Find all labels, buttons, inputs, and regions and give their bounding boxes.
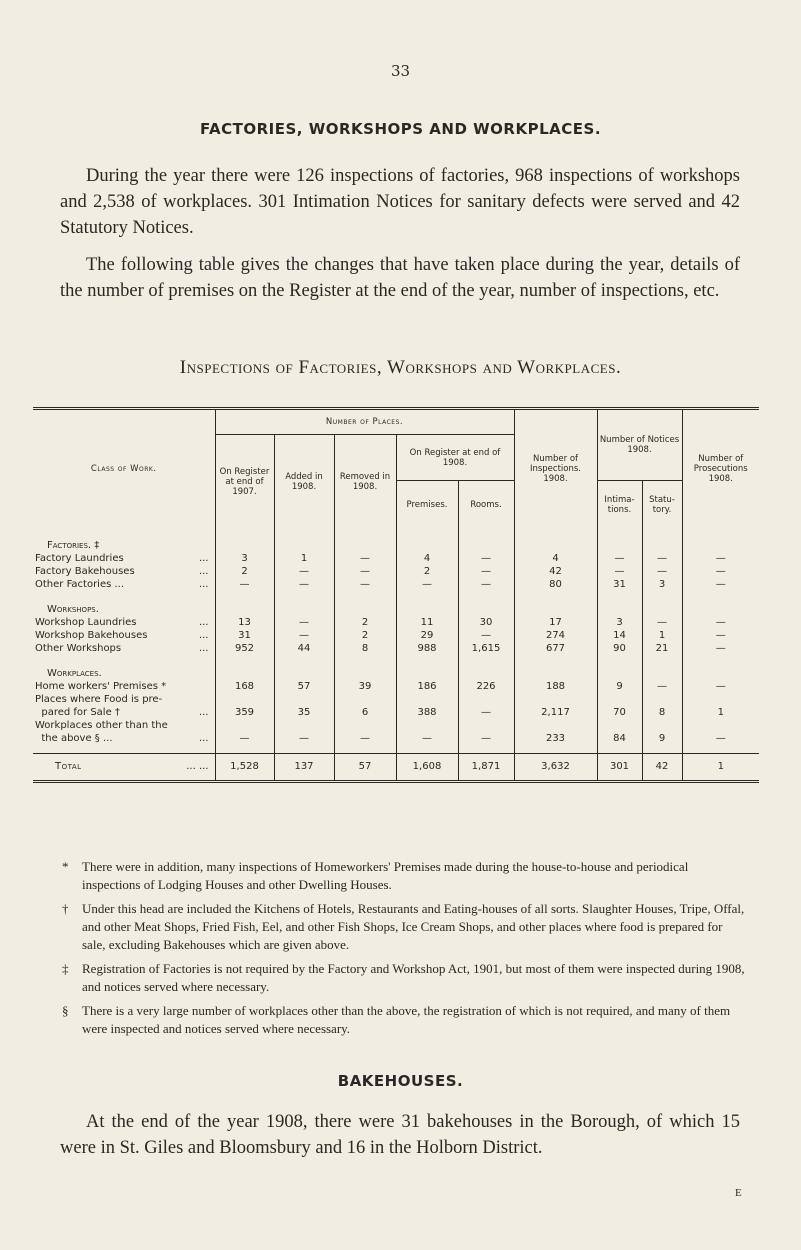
row-label xyxy=(33,565,215,578)
header-on-register-1908: On Register at end of 1908. xyxy=(396,435,514,481)
header-premises: Premises. xyxy=(396,481,458,529)
table-row xyxy=(33,719,759,732)
data-cell: 1 xyxy=(682,706,759,719)
data-cell: 31 xyxy=(215,629,274,642)
empty-cell xyxy=(682,603,759,616)
row-label xyxy=(33,680,215,693)
data-cell: 6 xyxy=(334,706,396,719)
data-cell: — xyxy=(642,565,682,578)
data-cell: — xyxy=(215,732,274,745)
signature-letter: E xyxy=(735,1187,742,1199)
data-cell: 2 xyxy=(215,565,274,578)
leader-dots: ... xyxy=(198,552,209,564)
data-cell: — xyxy=(334,578,396,591)
total-label-text: Total xyxy=(55,761,82,772)
header-number-of-places: Number of Places. xyxy=(215,409,514,435)
total-cell: 1,871 xyxy=(458,753,514,781)
data-cell xyxy=(215,693,274,706)
total-cell: 301 xyxy=(597,753,642,781)
data-cell: 226 xyxy=(458,680,514,693)
table-row xyxy=(33,732,759,745)
empty-cell xyxy=(642,667,682,680)
empty-cell xyxy=(334,539,396,552)
footnote-mark: * xyxy=(62,859,69,874)
row-label xyxy=(33,578,215,591)
data-cell: — xyxy=(682,552,759,565)
empty-cell xyxy=(514,603,597,616)
table-row xyxy=(33,565,759,578)
data-cell: 29 xyxy=(396,629,458,642)
data-cell: — xyxy=(215,578,274,591)
empty-cell xyxy=(215,603,274,616)
empty-cell xyxy=(215,667,274,680)
total-label xyxy=(33,753,215,781)
empty-cell xyxy=(597,667,642,680)
data-cell xyxy=(642,719,682,732)
section-title: Workshops. xyxy=(47,603,99,615)
data-cell: 3 xyxy=(642,578,682,591)
data-cell: — xyxy=(274,616,334,629)
table-title: Inspections of Factories, Workshops and Workplaces. xyxy=(179,357,622,378)
empty-cell xyxy=(396,667,458,680)
data-cell xyxy=(682,693,759,706)
data-cell: — xyxy=(682,616,759,629)
data-cell: — xyxy=(642,680,682,693)
data-cell: 9 xyxy=(597,680,642,693)
spacer-row xyxy=(33,745,759,754)
total-cell: 57 xyxy=(334,753,396,781)
section-title: Workplaces. xyxy=(47,667,102,679)
data-cell xyxy=(597,693,642,706)
leader-dots: ... xyxy=(198,706,209,718)
total-cell: 137 xyxy=(274,753,334,781)
header-statutory: Statu- tory. xyxy=(642,481,682,529)
data-cell: 44 xyxy=(274,642,334,655)
empty-cell xyxy=(514,539,597,552)
leader-dots: ... xyxy=(198,578,209,590)
row-label-text: the above § ... xyxy=(35,732,113,744)
data-cell: 2 xyxy=(334,616,396,629)
data-cell: — xyxy=(682,732,759,745)
data-cell: 988 xyxy=(396,642,458,655)
data-cell: 8 xyxy=(334,642,396,655)
empty-cell xyxy=(334,603,396,616)
empty-cell xyxy=(642,603,682,616)
row-label-text: Factory Laundries xyxy=(35,552,124,564)
table-row xyxy=(33,693,759,706)
data-cell: — xyxy=(334,552,396,565)
empty-cell xyxy=(514,667,597,680)
row-label-text: Other Factories ... xyxy=(35,578,125,590)
empty-cell xyxy=(642,539,682,552)
data-cell: 42 xyxy=(514,565,597,578)
footnote xyxy=(57,1002,747,1038)
data-cell: 188 xyxy=(514,680,597,693)
total-cell: 42 xyxy=(642,753,682,781)
empty-cell xyxy=(597,603,642,616)
header-added: Added in 1908. xyxy=(274,435,334,529)
total-cell: 1 xyxy=(682,753,759,781)
data-cell xyxy=(514,693,597,706)
data-cell: — xyxy=(458,578,514,591)
data-cell: 90 xyxy=(597,642,642,655)
data-cell: 39 xyxy=(334,680,396,693)
data-cell: — xyxy=(682,642,759,655)
section-heading-factories: FACTORIES, WORKSHOPS AND WORKPLACES. xyxy=(199,120,602,138)
table-row xyxy=(33,616,759,629)
data-cell: — xyxy=(274,578,334,591)
data-cell: 1 xyxy=(274,552,334,565)
data-cell: — xyxy=(642,616,682,629)
spacer-row xyxy=(33,655,759,667)
empty-cell xyxy=(396,539,458,552)
leader-dots: ... xyxy=(198,629,209,641)
data-cell: — xyxy=(334,565,396,578)
intro-paragraph: During the year there were 126 inspections of factories, 968 inspections of workshops and 2,538 of workplaces. 301 Intimation Notices for sanitary defects were served and 42 Statutory Notices. xyxy=(60,166,740,238)
data-cell: 2 xyxy=(334,629,396,642)
data-cell: — xyxy=(458,706,514,719)
data-cell: 233 xyxy=(514,732,597,745)
data-cell: 14 xyxy=(597,629,642,642)
footnote-mark: § xyxy=(62,1003,69,1018)
row-label xyxy=(33,732,215,745)
footnote-text: There were in addition, many inspections of Homeworkers' Premises made during the house-to-house and periodical inspections of Lodging Houses and other Dwelling Houses. xyxy=(82,859,689,892)
empty-cell xyxy=(458,603,514,616)
leader-dots: ... xyxy=(198,642,209,654)
row-label-text: Factory Bakehouses xyxy=(35,565,135,577)
data-cell: 31 xyxy=(597,578,642,591)
data-cell xyxy=(597,719,642,732)
table-row xyxy=(33,680,759,693)
section-title: Factories. ‡ xyxy=(47,539,100,551)
data-cell xyxy=(682,719,759,732)
table-row xyxy=(33,642,759,655)
row-label xyxy=(33,552,215,565)
table-row xyxy=(33,706,759,719)
table-row xyxy=(33,578,759,591)
row-label-text: Workplaces other than the xyxy=(35,719,168,731)
footnote-text: Registration of Factories is not required by the Factory and Workshop Act, 1901, but most of them were inspected during 1908, and notices served where necessary. xyxy=(82,961,745,994)
data-cell: — xyxy=(334,732,396,745)
data-cell xyxy=(514,719,597,732)
header-notices: Number of Notices 1908. xyxy=(597,409,682,481)
data-cell: 952 xyxy=(215,642,274,655)
footnote-mark: † xyxy=(62,901,69,916)
row-label xyxy=(33,719,215,732)
inspections-table xyxy=(33,407,759,783)
data-cell: — xyxy=(597,552,642,565)
footnote-text: Under this head are included the Kitchens of Hotels, Restaurants and Eating-houses of all sorts. Slaughter Houses, Tripe, Offal, and other Meat Shops, Fried Fish, Eel, and other Fish Shops, Ice Cream Shops, and other places where food is prepared for sale, excluding Bakehouses which are given above. xyxy=(82,901,745,952)
data-cell xyxy=(274,719,334,732)
row-label-text: Other Workshops xyxy=(35,642,122,654)
empty-cell xyxy=(458,667,514,680)
data-cell: — xyxy=(274,565,334,578)
leader-dots: ... ... xyxy=(186,760,209,772)
data-cell: — xyxy=(682,578,759,591)
row-label xyxy=(33,629,215,642)
data-cell: 17 xyxy=(514,616,597,629)
row-label-text: pared for Sale † xyxy=(35,706,120,718)
data-cell: 57 xyxy=(274,680,334,693)
data-cell: 2,117 xyxy=(514,706,597,719)
empty-cell xyxy=(396,603,458,616)
data-cell: 13 xyxy=(215,616,274,629)
data-cell: 359 xyxy=(215,706,274,719)
footnotes xyxy=(57,858,747,1044)
bakehouses-paragraph: At the end of the year 1908, there were 31 bakehouses in the Borough, of which 15 were in St. Giles and Bloomsbury and 16 in the Holborn District. xyxy=(60,1112,740,1158)
total-cell: 1,608 xyxy=(396,753,458,781)
spacer-row xyxy=(33,529,759,539)
data-cell: — xyxy=(274,629,334,642)
data-cell: — xyxy=(396,732,458,745)
empty-cell xyxy=(597,539,642,552)
empty-cell xyxy=(274,603,334,616)
data-cell xyxy=(215,719,274,732)
header-intimations: Intima- tions. xyxy=(597,481,642,529)
data-cell xyxy=(334,693,396,706)
total-row xyxy=(33,753,759,781)
data-cell: 4 xyxy=(396,552,458,565)
data-cell: 21 xyxy=(642,642,682,655)
section-heading-bakehouses: BAKEHOUSES. xyxy=(337,1072,464,1090)
data-cell xyxy=(458,693,514,706)
data-cell xyxy=(458,719,514,732)
footnote xyxy=(57,900,747,954)
data-cell: — xyxy=(458,732,514,745)
footnote xyxy=(57,960,747,996)
data-cell: 1,615 xyxy=(458,642,514,655)
data-cell: 274 xyxy=(514,629,597,642)
data-cell: — xyxy=(642,552,682,565)
header-prosecutions: Number of Prosecutions 1908. xyxy=(682,409,759,529)
row-label xyxy=(33,693,215,706)
footnote-mark: ‡ xyxy=(62,961,69,976)
page-number: 33 xyxy=(390,62,411,80)
data-cell: — xyxy=(682,565,759,578)
section-header-row xyxy=(33,603,759,616)
row-label xyxy=(33,706,215,719)
data-cell: — xyxy=(682,680,759,693)
leader-dots: ... xyxy=(198,565,209,577)
empty-cell xyxy=(458,539,514,552)
row-label xyxy=(33,616,215,629)
header-removed: Removed in 1908. xyxy=(334,435,396,529)
data-cell: 84 xyxy=(597,732,642,745)
table-row xyxy=(33,629,759,642)
data-cell xyxy=(334,719,396,732)
data-cell: — xyxy=(682,629,759,642)
data-cell: 80 xyxy=(514,578,597,591)
data-cell: 35 xyxy=(274,706,334,719)
section-header-row xyxy=(33,539,759,552)
header-rooms: Rooms. xyxy=(458,481,514,529)
data-cell: — xyxy=(274,732,334,745)
data-cell: 677 xyxy=(514,642,597,655)
header-on-register-1907: On Register at end of 1907. xyxy=(215,435,274,529)
row-label-text: Workshop Laundries xyxy=(35,616,137,628)
data-cell: — xyxy=(458,552,514,565)
data-cell: 1 xyxy=(642,629,682,642)
data-cell: 186 xyxy=(396,680,458,693)
total-cell: 1,528 xyxy=(215,753,274,781)
data-cell: — xyxy=(458,565,514,578)
row-label xyxy=(33,642,215,655)
total-cell: 3,632 xyxy=(514,753,597,781)
empty-cell xyxy=(334,667,396,680)
row-label-text: Workshop Bakehouses xyxy=(35,629,148,641)
data-cell: 2 xyxy=(396,565,458,578)
empty-cell xyxy=(215,539,274,552)
data-cell: 11 xyxy=(396,616,458,629)
data-cell: 4 xyxy=(514,552,597,565)
data-cell: 30 xyxy=(458,616,514,629)
leader-dots: ... xyxy=(198,616,209,628)
data-cell xyxy=(396,693,458,706)
data-cell: 70 xyxy=(597,706,642,719)
section-header-row xyxy=(33,667,759,680)
data-cell xyxy=(274,693,334,706)
data-cell xyxy=(396,719,458,732)
data-cell: — xyxy=(458,629,514,642)
empty-cell xyxy=(682,539,759,552)
data-cell: — xyxy=(396,578,458,591)
data-cell: 9 xyxy=(642,732,682,745)
row-label-text: Places where Food is pre- xyxy=(35,693,163,705)
table-intro-paragraph: The following table gives the changes that have taken place during the year, details of the number of premises on the Register at the end of the year, number of inspections, etc. xyxy=(60,255,740,301)
data-cell: 388 xyxy=(396,706,458,719)
footnote-text: There is a very large number of workplaces other than the above, the registration of which is not required, and many of them were inspected and notices served where necessary. xyxy=(82,1003,731,1036)
data-cell xyxy=(642,693,682,706)
leader-dots: ... xyxy=(198,732,209,744)
row-label-text: Home workers' Premises * xyxy=(35,680,167,692)
data-cell: 8 xyxy=(642,706,682,719)
data-cell: 168 xyxy=(215,680,274,693)
data-cell: 3 xyxy=(597,616,642,629)
data-cell: — xyxy=(597,565,642,578)
header-inspections: Number of Inspections. 1908. xyxy=(514,409,597,529)
spacer-row xyxy=(33,591,759,603)
data-cell: 3 xyxy=(215,552,274,565)
empty-cell xyxy=(274,539,334,552)
table-row xyxy=(33,552,759,565)
empty-cell xyxy=(682,667,759,680)
footnote xyxy=(57,858,747,894)
empty-cell xyxy=(274,667,334,680)
header-class-of-work: Class of Work. xyxy=(90,464,157,475)
